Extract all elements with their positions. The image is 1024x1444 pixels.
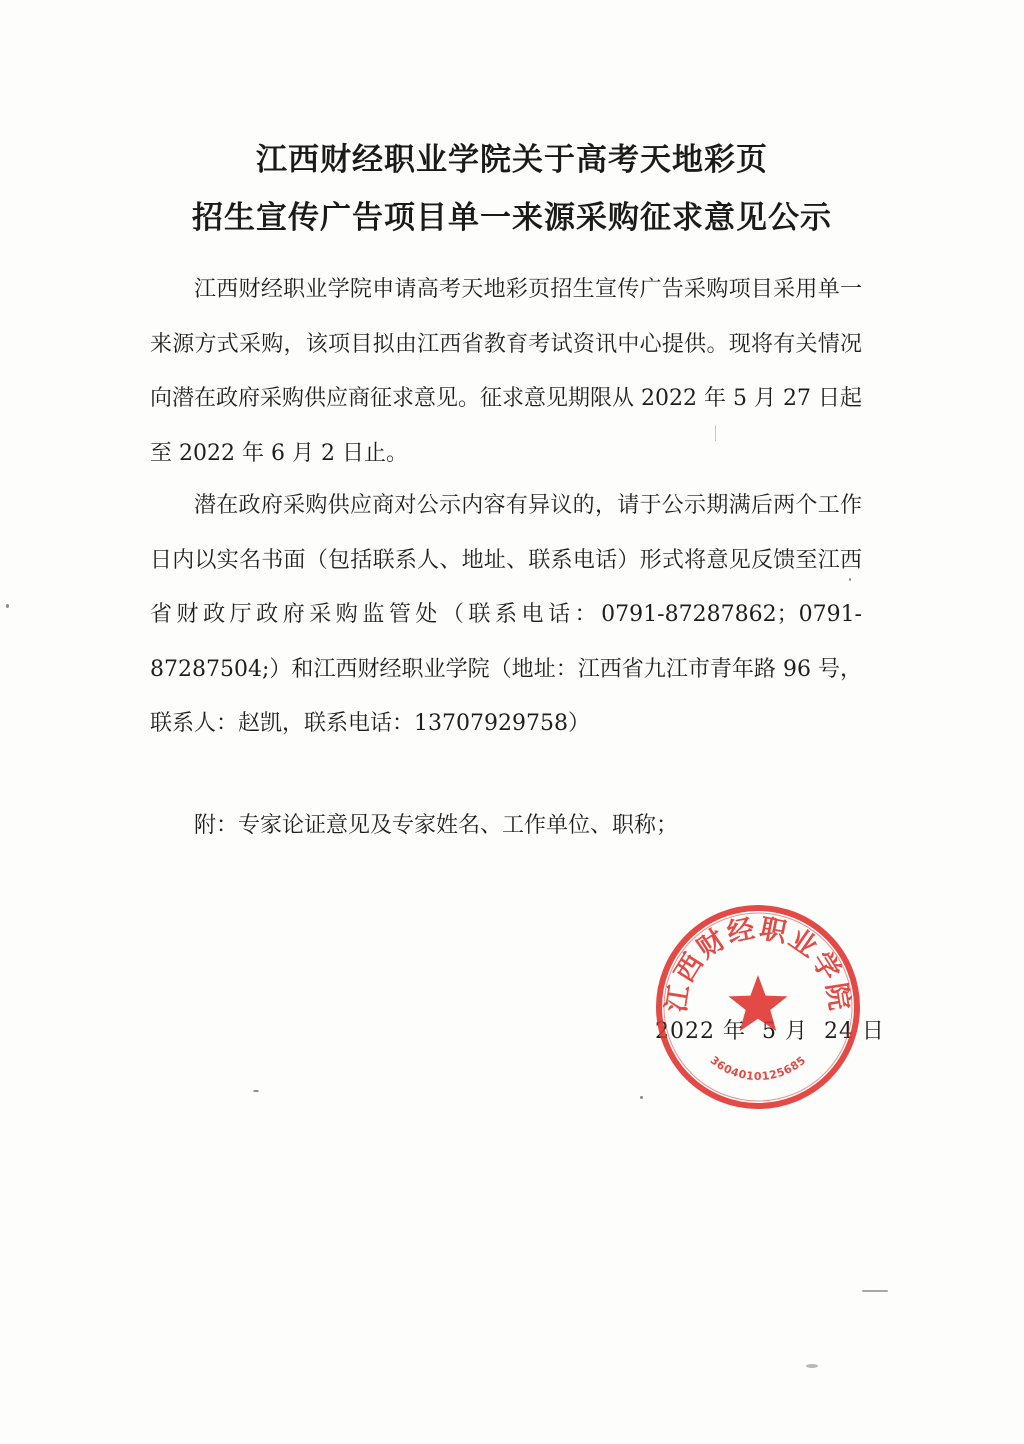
body-paragraph-1: 江西财经职业学院申请高考天地彩页招生宣传广告采购项目采用单一来源方式采购，该项目拟由江西省教育考试资讯中心提供。现将有关情况向潜在政府采购供应商征求意见。征求意见期限从 2022 年 5 月 27 日起至 2022 年 6 月 2 日止。 [150,277,862,466]
scan-speck [715,425,716,441]
star-icon [729,975,788,1031]
body-paragraph-2: 潜在政府采购供应商对公示内容有异议的，请于公示期满后两个工作日内以实名书面（包括联系人、地址、联系电话）形式将意见反馈至江西省财政厅政府采购监管处（联系电话：0791-87287862；0791-87287504;）和江西财经职业学院（地址：江西省九江市青年路 96 号，联系人：赵凯，联系电话：13707929758） [150,493,862,736]
seal-code: 3604010125685 [707,1053,809,1084]
document-title-line-2: 招生宣传广告项目单一来源采购征求意见公示 [192,200,832,236]
signature-date: 2022 年 5 月 24 日 [655,1019,885,1044]
document-title-line-1: 江西财经职业学院关于高考天地彩页 [256,142,768,178]
official-seal-stamp [653,902,863,1112]
attachment-note: 附：专家论证意见及专家姓名、工作单位、职称； [194,813,679,838]
scan-speck [862,1290,888,1292]
scan-speck [6,604,9,608]
seal-name: 江西财经职业学院 [660,913,856,1015]
scan-speck [849,578,851,581]
scan-speck [253,1090,259,1092]
scan-speck [640,1096,643,1099]
scan-speck [806,1364,818,1368]
